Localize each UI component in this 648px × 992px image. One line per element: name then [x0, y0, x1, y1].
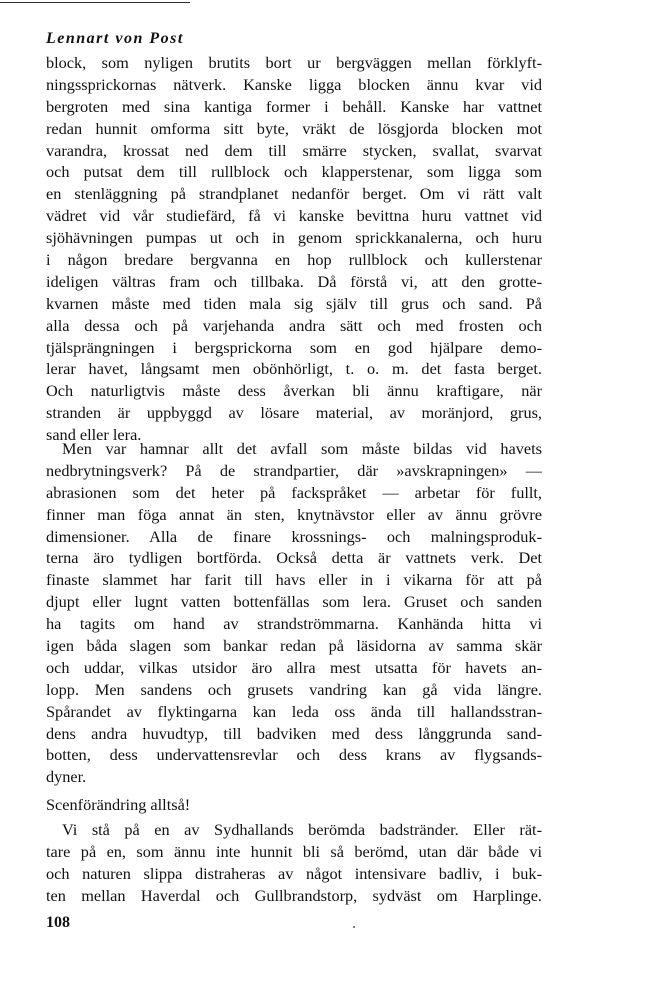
text-line: Spårandet av flyktingarna kan leda oss ända till hallandsstran- — [46, 701, 542, 721]
text-line: och naturen slippa distraheras av något intensivare badliv, i buk- — [46, 863, 542, 883]
text-line: tare på en, som ännu inte hunnit bli så berömd, utan där både vi — [46, 841, 542, 861]
text-line: finner man föga annat än sten, knytnävstor eller av ännu grövre — [46, 504, 542, 524]
text-line: lopp. Men sandens och grusets vandring kan gå vida längre. — [46, 679, 542, 699]
text-line: dens andra huvudtyp, till badviken med dess långgrunda sand- — [46, 723, 542, 743]
text-line: en stenläggning på strandplanet nedanför berget. Om vi rätt valt — [46, 184, 542, 204]
top-rule — [0, 2, 190, 3]
text-line: ha tagits om hand av strandströmmarna. Kanhända hitta vi — [46, 614, 542, 634]
text-line: djupt eller lugnt vatten bottenfällas som lera. Gruset och sanden — [46, 592, 542, 612]
text-line: igen båda slagen som bankar redan på läsidorna av samma skär — [46, 636, 542, 656]
text-line: dyner. — [46, 767, 87, 787]
text-line: ten mellan Haverdal och Gullbrandstorp, sydväst om Harplinge. — [46, 885, 542, 905]
text-line: nedbrytningsverk? På de strandpartier, där »avskrapningen» — — [46, 460, 542, 480]
text-line: ningssprickornas nätverk. Kanske ligga blocken ännu kvar vid — [46, 74, 542, 94]
paragraph-2 — [46, 438, 542, 788]
text-line: sjöhävningen pumpas ut och in genom sprickkanalerna, och huru — [46, 228, 542, 248]
text-line: ideligen vältras fram och tillbaka. Då förstå vi, att den grotte- — [46, 271, 542, 291]
text-line: stranden är uppbyggd av lösare material, av moränjord, grus, — [46, 403, 542, 423]
text-line: i någon bredare bergvanna en hop rullblock och kullerstenar — [46, 250, 542, 270]
text-line: varandra, krossat ned dem till smärre stycken, svallat, svarvat — [46, 140, 542, 160]
text-line: och uddar, vilkas utsidor äro allra mest utsatta för havets an- — [46, 657, 542, 677]
text-line: finaste slammet har farit till havs eller in i vikarna för att på — [46, 570, 542, 590]
text-line: abrasionen som det heter på fackspråket — arbetar för fullt, — [46, 482, 542, 502]
text-line: alla dessa och på varjehanda andra sätt och med frosten och — [46, 315, 542, 335]
paragraph-3 — [46, 819, 542, 907]
text-line: och putsat dem till rullblock och klapperstenar, som ligga som — [46, 162, 542, 182]
text-line: block, som nyligen brutits bort ur bergväggen mellan förklyft- — [46, 53, 542, 72]
text-line: lerar havet, långsamt men obönhörligt, t. o. m. det fasta berget. — [46, 359, 542, 379]
text-line: Vi stå på en av Sydhallands berömda badstränder. Eller rät- — [62, 820, 542, 839]
text-line: Och naturligtvis måste dess åverkan bli ännu kraftigare, när — [46, 381, 542, 401]
text-line: botten, dess undervattensrevlar och dess krans av flygsands- — [46, 745, 542, 765]
text-line: Men var hamnar allt det avfall som måste bildas vid havets — [62, 439, 542, 458]
text-line: redan hunnit omforma sitt byte, vräkt de lösgjorda blocken mot — [46, 118, 542, 138]
text-line: bergroten med sina kantiga former i behåll. Kanske har vattnet — [46, 96, 542, 116]
page-number: 108 — [46, 914, 70, 931]
section-title: Scenförändring alltså! — [46, 795, 191, 814]
print-speck — [353, 926, 355, 928]
text-line: dimensioner. Alla de finare krossnings- och malningsproduk- — [46, 526, 542, 546]
paragraph-1 — [46, 52, 542, 446]
text-line: kvarnen måste med tiden mala sig själv till grus och sand. På — [46, 293, 542, 313]
text-line: tjälsprängningen i bergsprickorna som en god hjälpare demo- — [46, 337, 542, 357]
running-head: Lennart von Post — [46, 30, 184, 47]
text-line: sand eller lera. — [46, 425, 142, 445]
text-line: terna äro tydligen bortförda. Också detta är vattnets verk. Det — [46, 548, 542, 568]
text-line: vädret vid vår studiefärd, få vi kanske bevittna huru vattnet vid — [46, 206, 542, 226]
